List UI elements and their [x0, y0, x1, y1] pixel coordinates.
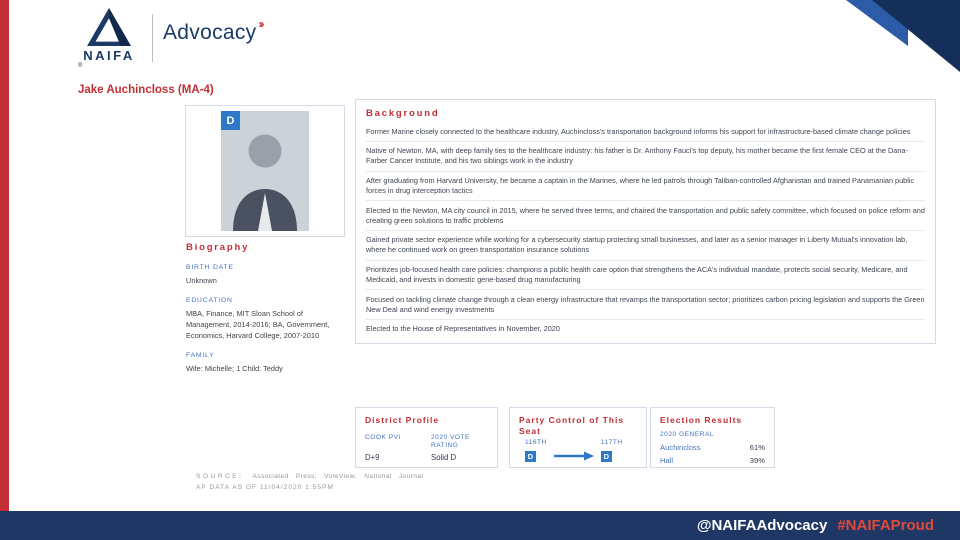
district-stat-value: D+9: [365, 452, 380, 462]
background-paragraph: Native of Newton, MA, with deep family ties to the healthcare industry: his father is Dr. Anthony Fauci's top deputy, his mother became the first female CEO at the Dana-Farber Cancer Institute, and his two siblings work in the industry: [366, 142, 925, 172]
candidate-percentage: 61%: [749, 443, 765, 453]
background-paragraph: Prioritizes job-focused health care policies: champions a public health care option that strengthens the ACA's individual mandate, protects social security, Medicare, and Medicaid, and invests in domestic gene-based drug manufacturing: [366, 261, 925, 291]
election-results-heading: Election Results: [660, 415, 743, 425]
bio-field-value: MBA, Finance, MIT Sloan School of Management, 2014-2016; BA, Government, Economics, Harvard College, 2007-2010: [186, 309, 330, 341]
district-profile-box: [355, 407, 498, 468]
election-result-row: [660, 443, 765, 452]
district-stat-label: COOK PVI: [365, 433, 401, 441]
candidate-name: Hall: [660, 456, 674, 466]
arrow-right-icon: [554, 451, 594, 461]
party-badge-116th: D: [525, 451, 536, 462]
left-accent-stripe: [0, 0, 9, 511]
background-paragraph: Former Marine closely connected to the healthcare industry, Auchincloss's transportation background informs his support for infrastructure-based climate change policies: [366, 122, 925, 142]
bio-field-label: EDUCATION: [186, 297, 233, 305]
congress-116th: [525, 439, 547, 462]
background-heading: Background: [366, 108, 440, 119]
party-badge-117th: D: [601, 451, 612, 462]
naifa-triangle-icon: [87, 8, 131, 46]
naifa-logo: [74, 8, 144, 69]
district-stats: [365, 434, 488, 462]
registered-mark: ®: [78, 63, 83, 69]
bio-field: [186, 264, 344, 286]
background-paragraph: Elected to the House of Representatives in November, 2020: [366, 324, 560, 334]
biography-heading: Biography: [186, 242, 250, 253]
source-line: [196, 473, 423, 480]
brand-subtitle: Advocacy: [163, 21, 257, 44]
bio-field-label: BIRTH DATE: [186, 264, 234, 271]
district-stat: [431, 434, 488, 462]
brand-header: [74, 8, 262, 69]
congress-116th-label: 116TH: [525, 439, 547, 447]
twitter-handle: @NAIFAAdvocacy: [696, 517, 828, 534]
election-subheading: 2020 GENERAL: [660, 430, 715, 438]
district-stat-value: Solid D: [431, 452, 457, 462]
biography-section: [186, 242, 344, 375]
double-chevron-icon: ››: [258, 17, 263, 31]
source-value: Associated Press; VoteView; National Journal: [252, 473, 424, 480]
district-stat: [365, 434, 423, 462]
background-paragraphs: [366, 122, 925, 339]
page-title: Jake Auchincloss (MA-4): [78, 84, 214, 96]
footer-bar: [0, 511, 960, 540]
brand-divider: [152, 14, 153, 62]
candidate-percentage: 39%: [749, 456, 765, 466]
portrait-photo: [221, 111, 309, 231]
bio-field-label: FAMILY: [186, 352, 215, 360]
party-control-row: [519, 439, 637, 462]
congress-117th-label: 117TH: [600, 439, 623, 447]
background-paragraph: After graduating from Harvard University, he became a captain in the Marines, where he led patrols through Taliban-controlled Afghanistan and trained Panamanian public forces in drug interception tactics: [366, 172, 925, 202]
data-as-of: AP DATA AS OF 11/04/2020 1:55PM: [196, 484, 334, 491]
background-section: [355, 99, 936, 344]
district-profile-heading: District Profile: [365, 415, 440, 425]
bio-field: [186, 352, 344, 374]
bio-field-value: Unknown: [186, 276, 217, 285]
election-results-box: [650, 407, 775, 468]
portrait-frame: [185, 105, 345, 237]
candidate-name: Auchincloss: [660, 443, 701, 453]
background-paragraph: Focused on tackling climate change through a clean energy infrastructure that revamps the transportation sector; prioritizes carbon pricing legislation and supports the Green New Deal and wind energy investments: [366, 290, 925, 320]
source-label: SOURCE:: [196, 473, 244, 480]
congress-117th: [601, 439, 623, 462]
corner-triangle-dark: [872, 0, 960, 72]
bio-field: [186, 297, 344, 341]
district-stat-label: 2020 VOTE RATING: [431, 433, 470, 450]
background-paragraph: Elected to the Newton, MA city council in 2015, where he served three terms, and chaired the transportation and public safety committee, which focused on police reform and creating green solutions to traffic problems: [366, 201, 925, 231]
election-result-row: [660, 456, 765, 465]
source-note: [196, 473, 423, 491]
party-badge: D: [221, 111, 240, 130]
background-paragraph: Gained private sector experience while working for a cybersecurity startup protecting small businesses, and later as a senior manager in Liberty Mutual's innovation lab, where he continued work on green transportation insurance solutions: [366, 231, 925, 261]
bio-field-value: Wife: Michelle; 1 Child: Teddy: [186, 364, 283, 374]
brand-name: NAIFA: [83, 48, 135, 63]
party-control-heading: Party Control of This Seat: [519, 415, 625, 436]
party-control-box: [509, 407, 647, 468]
hashtag: #NAIFAProud: [837, 517, 934, 534]
